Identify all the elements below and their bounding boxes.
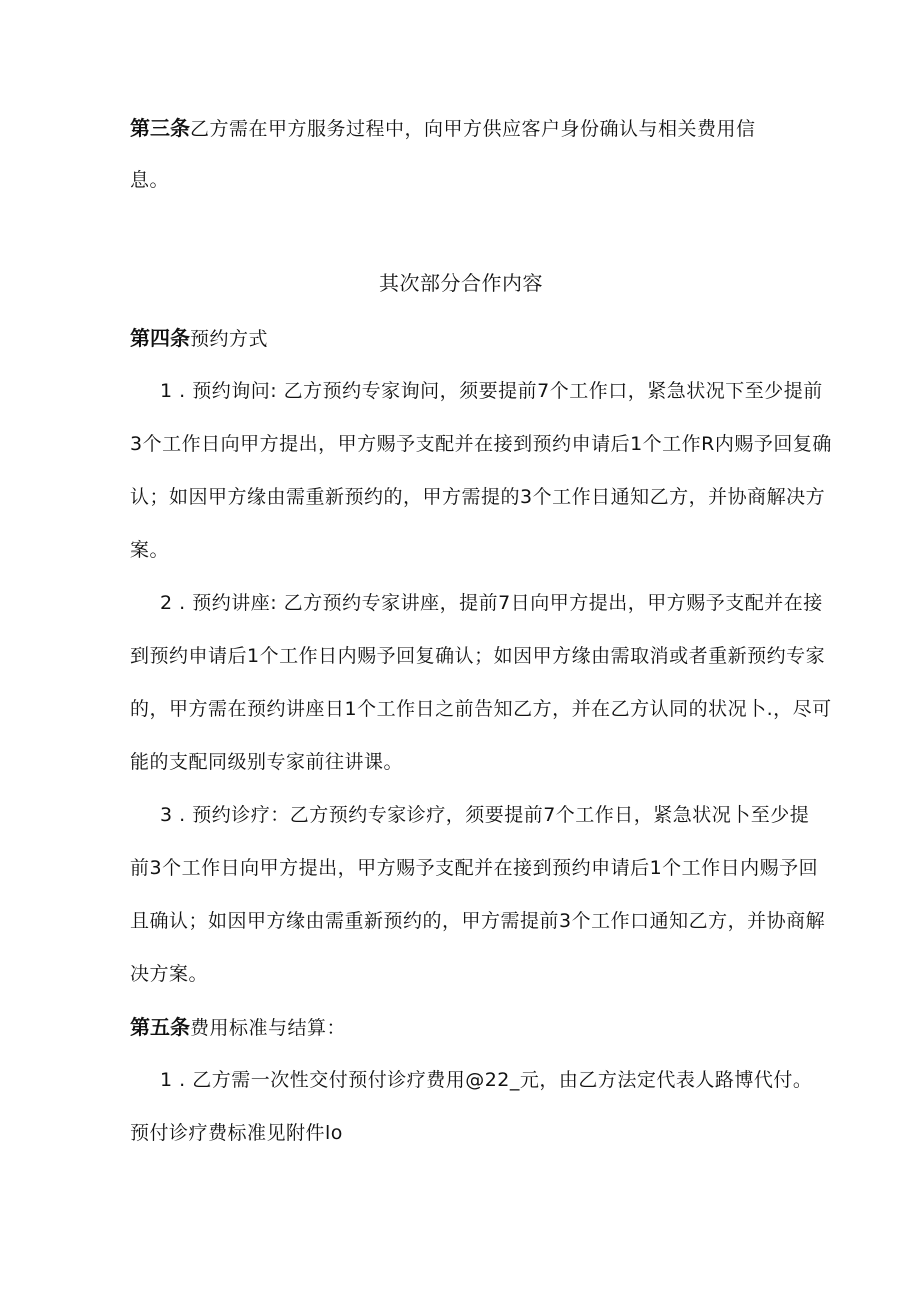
section-title: 其次部分合作内容 xyxy=(379,273,543,295)
article3-heading: 第三条 xyxy=(130,116,190,140)
article5-heading: 第五条 xyxy=(130,1015,190,1039)
article4-item3-line-3: 且确认；如因甲方缘由需重新预约的，甲方需提前3个工作口通知乙方，并协商解 xyxy=(130,910,826,932)
article3-text-1: 乙方需在甲方服务过程中，向甲方供应客户身份确认与相关费用信 xyxy=(190,118,756,140)
article3-line-2: 息。 xyxy=(130,169,170,191)
article5-item1-line-1: 1 . 乙方需一次性交付预付诊疗费用@22_元，由乙方法定代表人路博代付。 xyxy=(160,1069,813,1091)
article4-item1-line-1: 1 . 预约询问: 乙方预约专家询问，须要提前7个工作口，紧急状况下至少提前 xyxy=(160,380,823,402)
article4-line xyxy=(130,326,268,351)
article4-title: 预约方式 xyxy=(190,328,269,350)
article5-item1-line-2: 预付诊疗费标准见附件lo xyxy=(130,1122,343,1144)
article4-item1-line-3: 认；如因甲方缘由需重新预约的，甲方需提的3个工作日通知乙方，并协商解决方 xyxy=(130,486,826,508)
article4-item2-line-2: 到预约申请后1个工作日内赐予回复确认；如因甲方缘由需取消或者重新预约专家 xyxy=(130,645,826,667)
article4-item3-line-4: 决方案。 xyxy=(130,963,209,985)
article4-item2-line-3: 的，甲方需在预约讲座日1个工作日之前告知乙方，并在乙方认同的状况卜.，尽可 xyxy=(130,698,832,720)
article5-line xyxy=(130,1015,346,1040)
article4-item1-line-2: 3个工作日向甲方提出，甲方赐予支配并在接到预约申请后1个工作R内赐予回复确 xyxy=(130,433,832,455)
article3-line-1 xyxy=(130,116,790,141)
article4-item1-line-4: 案。 xyxy=(130,539,170,561)
article4-item2-line-1: 2 . 预约讲座: 乙方预约专家讲座，提前7日向甲方提出，甲方赐予支配并在接 xyxy=(160,592,823,614)
article4-item3-line-1: 3 . 预约诊疗：乙方预约专家诊疗，须要提前7个工作日，紧急状况卜至少提 xyxy=(160,804,810,826)
article4-item2-line-4: 能的支配同级别专家前往讲课。 xyxy=(130,751,404,773)
article4-item3-line-2: 前3个工作日向甲方提出，甲方赐予支配并在接到预约申请后1个工作日内赐予回 xyxy=(130,857,819,879)
article4-heading: 第四条 xyxy=(130,326,190,350)
article5-title: 费用标准与结算： xyxy=(190,1017,347,1039)
